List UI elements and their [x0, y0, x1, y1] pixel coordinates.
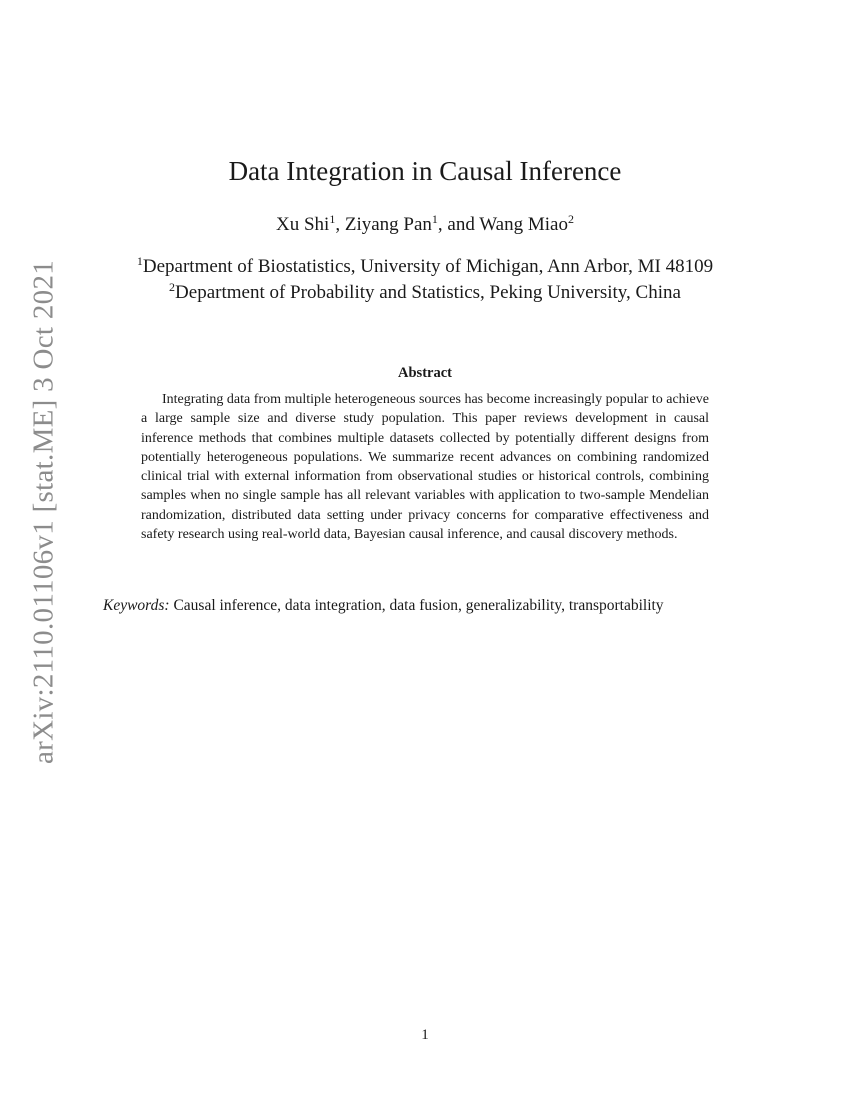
affiliation-2	[0, 282, 850, 304]
keywords-line	[103, 597, 763, 615]
affiliation-mark: 2	[567, 212, 574, 226]
affiliation-text: Department of Biostatistics, University of Michigan, Ann Arbor, MI 48109	[142, 256, 714, 277]
keywords-text: Causal inference, data integration, data fusion, generalizability, transportability	[173, 597, 664, 614]
paper-title: Data Integration in Causal Inference	[228, 156, 622, 186]
author-separator: , and	[437, 214, 480, 235]
affiliation-mark: 2	[169, 280, 176, 294]
affiliation-mark: 1	[329, 212, 336, 226]
author-name: Wang Miao	[479, 214, 568, 235]
author-name: Xu Shi	[276, 214, 330, 235]
author-list	[0, 214, 850, 236]
author-name: Ziyang Pan	[344, 214, 432, 235]
affiliation-text: Department of Probability and Statistics, Peking University, China	[175, 282, 681, 303]
affiliation-mark: 1	[136, 254, 143, 268]
affiliation-1	[0, 256, 850, 278]
affiliation-mark: 1	[431, 212, 438, 226]
author-separator: ,	[335, 214, 345, 235]
abstract-body: Integrating data from multiple heterogeneous sources has become increasingly popular to achieve a large sample size and diverse study population. This paper reviews development in causal inference methods that combines multiple datasets collected by potentially different designs from potentially heterogeneous populations. We summarize recent advances on combining randomized clinical trial with external information from observational studies or historical controls, combining samples when no single sample has all relevant variables with application to two-sample Mendelian randomization, distributed data setting under privacy concerns for comparative effectiveness and safety research using real-world data, Bayesian causal inference, and causal discovery methods.	[141, 392, 709, 543]
arxiv-identifier-stamp: arXiv:2110.01106v1 [stat.ME] 3 Oct 2021	[27, 259, 60, 765]
page-number: 1	[421, 1027, 429, 1043]
abstract-heading: Abstract	[398, 365, 452, 381]
keywords-label: Keywords:	[103, 597, 170, 614]
